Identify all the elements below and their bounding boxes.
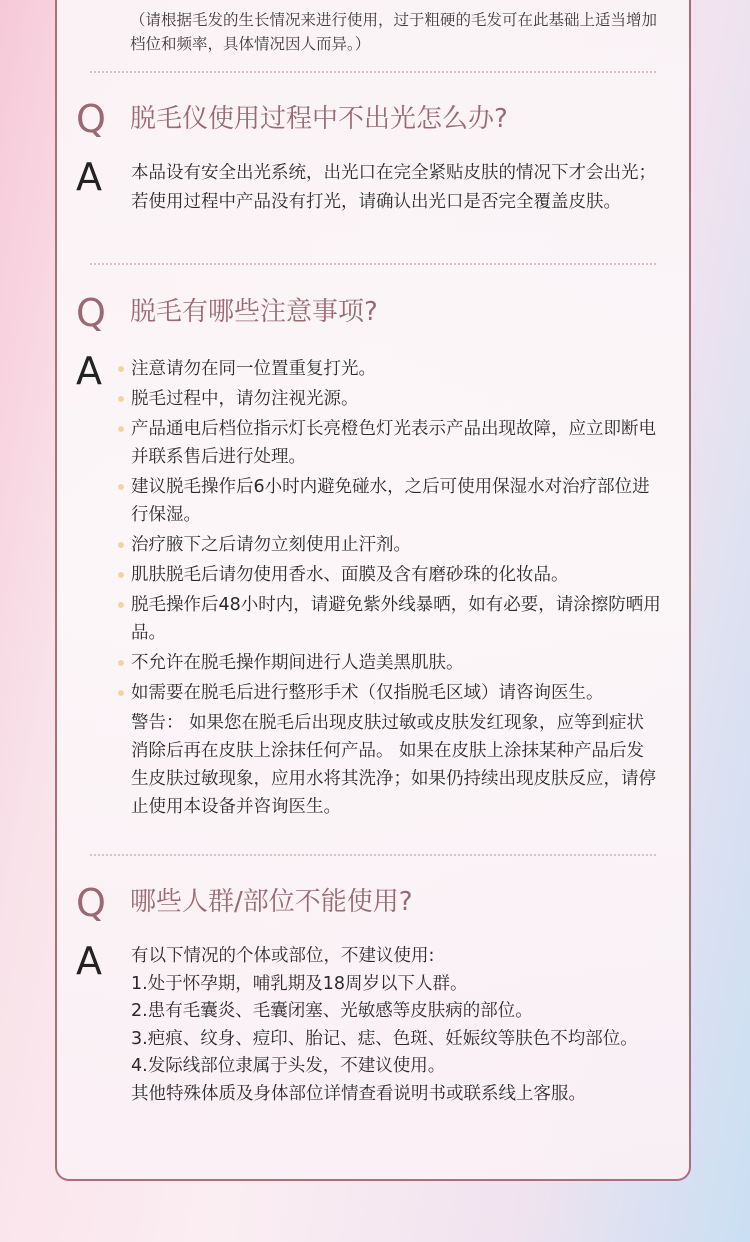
restriction-line: 2.患有毛囊炎、毛囊闭塞、光敏感等皮肤病的部位。 bbox=[131, 1001, 533, 1021]
restriction-line: 其他特殊体质及身体部位详情查看说明书或联系线上客服。 bbox=[131, 1083, 586, 1104]
bullet-dot-icon bbox=[118, 572, 124, 578]
bullet-dot-icon bbox=[118, 484, 124, 490]
a-marker: A bbox=[76, 939, 102, 983]
list-item: 产品通电后档位指示灯长亮橙色灯光表示产品出现故障，应立即断电并联系售后进行处理。 bbox=[131, 415, 661, 471]
list-item: 肌肤脱毛后请勿使用香水、面膜及含有磨砂珠的化妆品。 bbox=[131, 561, 661, 589]
precautions-list bbox=[131, 355, 661, 823]
bullet-dot-icon bbox=[118, 542, 124, 548]
bullet-dot-icon bbox=[118, 660, 124, 666]
question-restrictions: 哪些人群/部位不能使用? bbox=[130, 887, 413, 917]
restriction-line: 1.处于怀孕期，哺乳期及18周岁以下人群。 bbox=[131, 973, 468, 994]
divider bbox=[90, 71, 656, 73]
warning-text: 警告： 如果您在脱毛后出现皮肤过敏或皮肤发红现象，应等到症状消除后再在皮肤上涂抹任何产品。 如果在皮肤上涂抹某种产品后发生皮肤过敏现象，应用水将其洗净；如果仍持续出现皮肤反应，请停止使用本设备并咨询医生。 bbox=[131, 713, 656, 817]
a-marker: A bbox=[76, 155, 102, 199]
q-marker: Q bbox=[76, 291, 106, 335]
q-marker: Q bbox=[76, 97, 106, 141]
list-item: 脱毛操作后48小时内，请避免紫外线暴晒，如有必要，请涂擦防晒用品。 bbox=[131, 591, 661, 647]
divider bbox=[90, 854, 656, 856]
bullet-dot-icon bbox=[118, 396, 124, 402]
list-item: 如需要在脱毛后进行整形手术（仅指脱毛区域）请咨询医生。 bbox=[131, 679, 661, 707]
restriction-line: 有以下情况的个体或部位，不建议使用: bbox=[131, 946, 435, 966]
bullet-dot-icon bbox=[118, 366, 124, 372]
divider bbox=[90, 263, 656, 265]
list-item: 建议脱毛操作后6小时内避免碰水，之后可使用保湿水对治疗部位进行保湿。 bbox=[131, 473, 661, 529]
list-item: 注意请勿在同一位置重复打光。 bbox=[131, 355, 661, 383]
intro-note: （请根据毛发的生长情况来进行使用，过于粗硬的毛发可在此基础上适当增加档位和频率，具体情况因人而异。） bbox=[130, 11, 658, 53]
answer-restrictions bbox=[131, 943, 661, 1108]
bullet-dot-icon bbox=[118, 602, 124, 608]
bullet-dot-icon bbox=[118, 690, 124, 696]
bullet-dot-icon bbox=[118, 426, 124, 432]
a-marker: A bbox=[76, 349, 102, 393]
list-item: 治疗腋下之后请勿立刻使用止汗剂。 bbox=[131, 531, 661, 559]
restriction-line: 4.发际线部位隶属于头发，不建议使用。 bbox=[131, 1056, 446, 1076]
list-item: 脱毛过程中，请勿注视光源。 bbox=[131, 385, 661, 413]
question-no-light: 脱毛仪使用过程中不出光怎么办? bbox=[130, 104, 508, 134]
restriction-line: 3.疤痕、纹身、痘印、胎记、痣、色斑、妊娠纹等肤色不均部位。 bbox=[131, 1028, 638, 1049]
q-marker: Q bbox=[76, 881, 106, 925]
list-item: 不允许在脱毛操作期间进行人造美黑肌肤。 bbox=[131, 649, 661, 677]
question-precautions: 脱毛有哪些注意事项? bbox=[130, 297, 378, 327]
answer-no-light: 本品设有安全出光系统，出光口在完全紧贴皮肤的情况下才会出光；若使用过程中产品没有打光，请确认出光口是否完全覆盖皮肤。 bbox=[131, 163, 656, 212]
